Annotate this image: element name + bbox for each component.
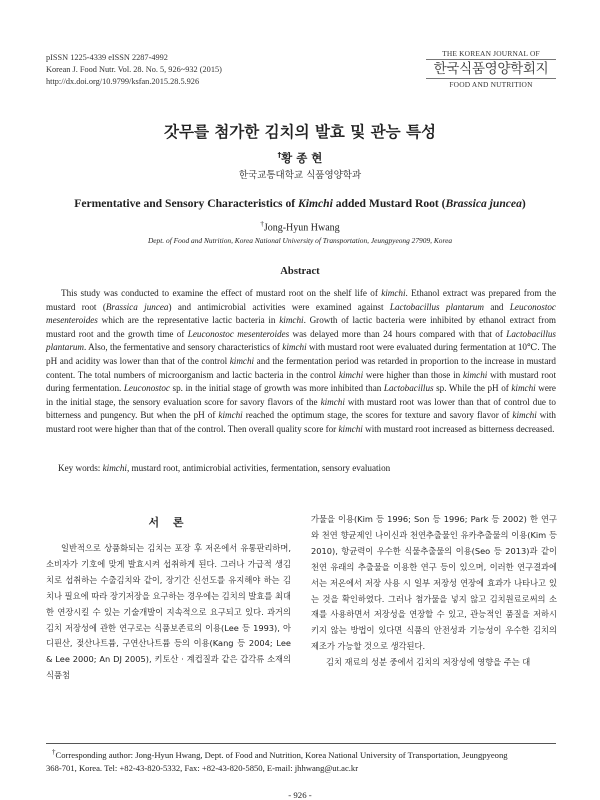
- italic-term: Leuconostoc: [123, 383, 170, 394]
- title-en-part: ): [521, 197, 526, 210]
- section-heading-introduction: 서 론: [148, 516, 189, 529]
- text-run: . Also, the fermentative and sensory characteristics of: [84, 342, 283, 353]
- keywords: [58, 463, 390, 473]
- title-korean: 갓무를 첨가한 김치의 발효 및 관능 특성: [164, 123, 436, 141]
- author-korean: [0, 150, 600, 166]
- text-run: This study was conducted to examine the effect of mustard root on the shelf life of: [61, 288, 382, 298]
- journal-name-en-top: THE KOREAN JOURNAL OF: [426, 49, 556, 60]
- footnote: [46, 746, 561, 776]
- intro-column-right: [311, 512, 557, 671]
- journal-name-en-bottom: FOOD AND NUTRITION: [426, 78, 556, 89]
- affiliation-english: Dept. of Food and Nutrition, Korea National University of Transportation, Jeungpyeong 27909, Korea: [147, 236, 453, 245]
- footnote-divider: [46, 743, 556, 744]
- italic-term: kimchi: [282, 342, 307, 353]
- intro-column-left: 일반적으로 상품화되는 김치는 포장 후 저온에서 유통판리하며, 소비자가 기호에 맞게 발효시켜 섭취하게 된다. 그러나 가급적 생김치로 섭취하는 수출김치와 같이, 장기간 신선도를 유지해야 하는 김치나 필요에 따라 장기저장을 요구하는 경우에는 김치의 발효를 최대한 연장시킬 수 있는 기술개발이 지속적으로 요구되고 있다. 과거의 김치 저장성에 관한 연구로는 식품보존료의 이용(Lee 등 1993), 아디핀산, 젖산나트륨, 구연산나트륨 등의 이용(Kang 등 2004; Lee & Lee 2000; An DJ 2005), 키토산 · 계컵질과 같은 갑각류 소재의 식품첨: [46, 543, 291, 681]
- keywords-label: Key words:: [58, 463, 103, 473]
- footnote-line: Corresponding author: Jong-Hyun Hwang, Dept. of Food and Nutrition, Korea National University of Transportation, Jeungpyeong: [55, 749, 508, 760]
- italic-term: Lactobacillus plantarum: [389, 301, 484, 312]
- text-run: with mustard root increased as bitterness decreased.: [362, 423, 555, 434]
- text-run: with mustard root was lower than that of control due to bitterness and pungency. But when the pH of: [46, 396, 556, 421]
- text-run: were in the initial stage, the sensory evaluation score for savory flavors of the: [46, 383, 556, 407]
- journal-name-ko: 한국식품영양학회지: [433, 61, 549, 77]
- affiliation-korean: 한국교통대학교 식품영양학과: [238, 170, 362, 181]
- text-run: , mustard root, antimicrobial activities, fermentation, sensory evaluation: [126, 463, 391, 473]
- corresponding-mark: †: [52, 748, 56, 756]
- text-run: which are the representative lactic bacteria in: [97, 315, 280, 326]
- text-run: with mustard root were higher than that of the control. Then overall quality score for: [46, 410, 556, 434]
- intro-paragraph: 김치 재료의 성분 중에서 김치의 저장성에 영향을 주는 대: [326, 657, 531, 668]
- italic-term: Lactobacillus plantarum: [46, 328, 556, 353]
- text-run: and the fermentation period was retarded in proportion to the increase in mustard content. The total numbers of microorganism and lactic bacteria in the control: [46, 355, 556, 380]
- doi-link[interactable]: http://dx.doi.org/10.9799/ksfan.2015.28.5.926: [46, 77, 200, 87]
- title-en-part: added Mustard Root (: [332, 197, 446, 210]
- italic-term: kimchi: [320, 396, 345, 407]
- italic-term: kimchi: [381, 288, 406, 298]
- author-english-name: Jong-Hyun Hwang: [263, 222, 340, 234]
- italic-term: kimchi: [338, 369, 364, 380]
- abstract-heading: Abstract: [280, 266, 320, 277]
- title-en-italic: Brassica juncea: [445, 197, 522, 210]
- abstract-body: [46, 287, 556, 437]
- journal-logo: [426, 49, 556, 89]
- citation-line: Korean J. Food Nutr. Vol. 28. No. 5, 926~932 (2015): [46, 65, 222, 75]
- text-run: with mustard root during fermentation.: [46, 369, 556, 394]
- italic-term: kimchi: [229, 355, 255, 366]
- corresponding-mark: †: [260, 220, 264, 228]
- article-meta: [46, 52, 222, 89]
- text-run: reached the optimum stage, the scores for texture and savory flavor of: [242, 410, 513, 421]
- text-run: and: [483, 301, 510, 312]
- text-run: . Growth of lactic bacteria were inhibited by ethanol extract from mustard root and the growth time of: [46, 315, 556, 339]
- footnote-line: 368-701, Korea. Tel: +82-43-820-5332, Fax: +82-43-820-5850, E-mail: jhhwang@ut.ac.kr: [46, 763, 359, 774]
- text-run: with mustard root were evaluated during fermentation at 10℃. The pH and acidity was lower than that of the control: [46, 342, 557, 366]
- text-run: . Ethanol extract was prepared from the mustard root (: [46, 288, 556, 312]
- italic-term: kimchi: [338, 423, 363, 434]
- italic-term: kimchi: [102, 463, 127, 473]
- page-number: - 926 -: [288, 790, 312, 800]
- italic-term: kimchi: [218, 410, 243, 421]
- text-run: sp. in the initial stage of growth was more inhibited than: [169, 383, 384, 394]
- italic-term: Leuconostoc mesenteroides: [46, 301, 556, 326]
- author-korean-name: 황 종 현: [281, 151, 323, 165]
- title-english: [0, 197, 600, 210]
- italic-term: kimchi: [279, 315, 304, 326]
- text-run: was delayed more than 24 hours compared with that of: [289, 328, 507, 339]
- author-english: [0, 220, 600, 233]
- italic-term: Lactobacillus: [383, 383, 434, 394]
- corresponding-mark: †: [277, 151, 282, 160]
- title-en-italic: Kimchi: [298, 197, 333, 210]
- italic-term: Leuconostoc mesenteroides: [187, 328, 290, 339]
- text-run: ) and antimicrobial activities were examined against: [168, 301, 390, 312]
- issn-line: pISSN 1225-4339 eISSN 2287-4992: [46, 53, 168, 62]
- title-en-part: Fermentative and Sensory Characteristics of: [74, 197, 299, 210]
- italic-term: kimchi: [512, 410, 537, 421]
- italic-term: kimchi: [462, 369, 488, 380]
- intro-paragraph: 가물을 이용(Kim 등 1996; Son 등 1996; Park 등 2002) 한 연구와 천연 향균제인 나이신과 천연추출물인 유카추출물의 이용(Kim 등 2010), 항균력이 우수한 식물추출물의 이용(Seo 등 2013)과 같이 천연 유래의 추출물을 이용한 연구 등이 있으며, 이러한 연구결과에서는 저온에서 저장 사용 시 일부 저장성 연장에 효과가 나타나고 있는 것을 확인하였다. 그러나 첨가물을 넣지 않고 김치원료로써의 소재를 사용하면서 저장성을 연장할 수 있고, 관능적인 품질을 저하시키지 않는 방법이 있다면 식품의 안전성과 기능성이 우수한 김치의 제조가 가능할 것으로 생각된다.: [311, 514, 557, 652]
- italic-term: kimchi: [511, 383, 536, 394]
- italic-term: Brassica juncea: [105, 301, 169, 312]
- text-run: sp. While the pH of: [433, 383, 512, 394]
- text-run: were higher than those in: [363, 369, 463, 380]
